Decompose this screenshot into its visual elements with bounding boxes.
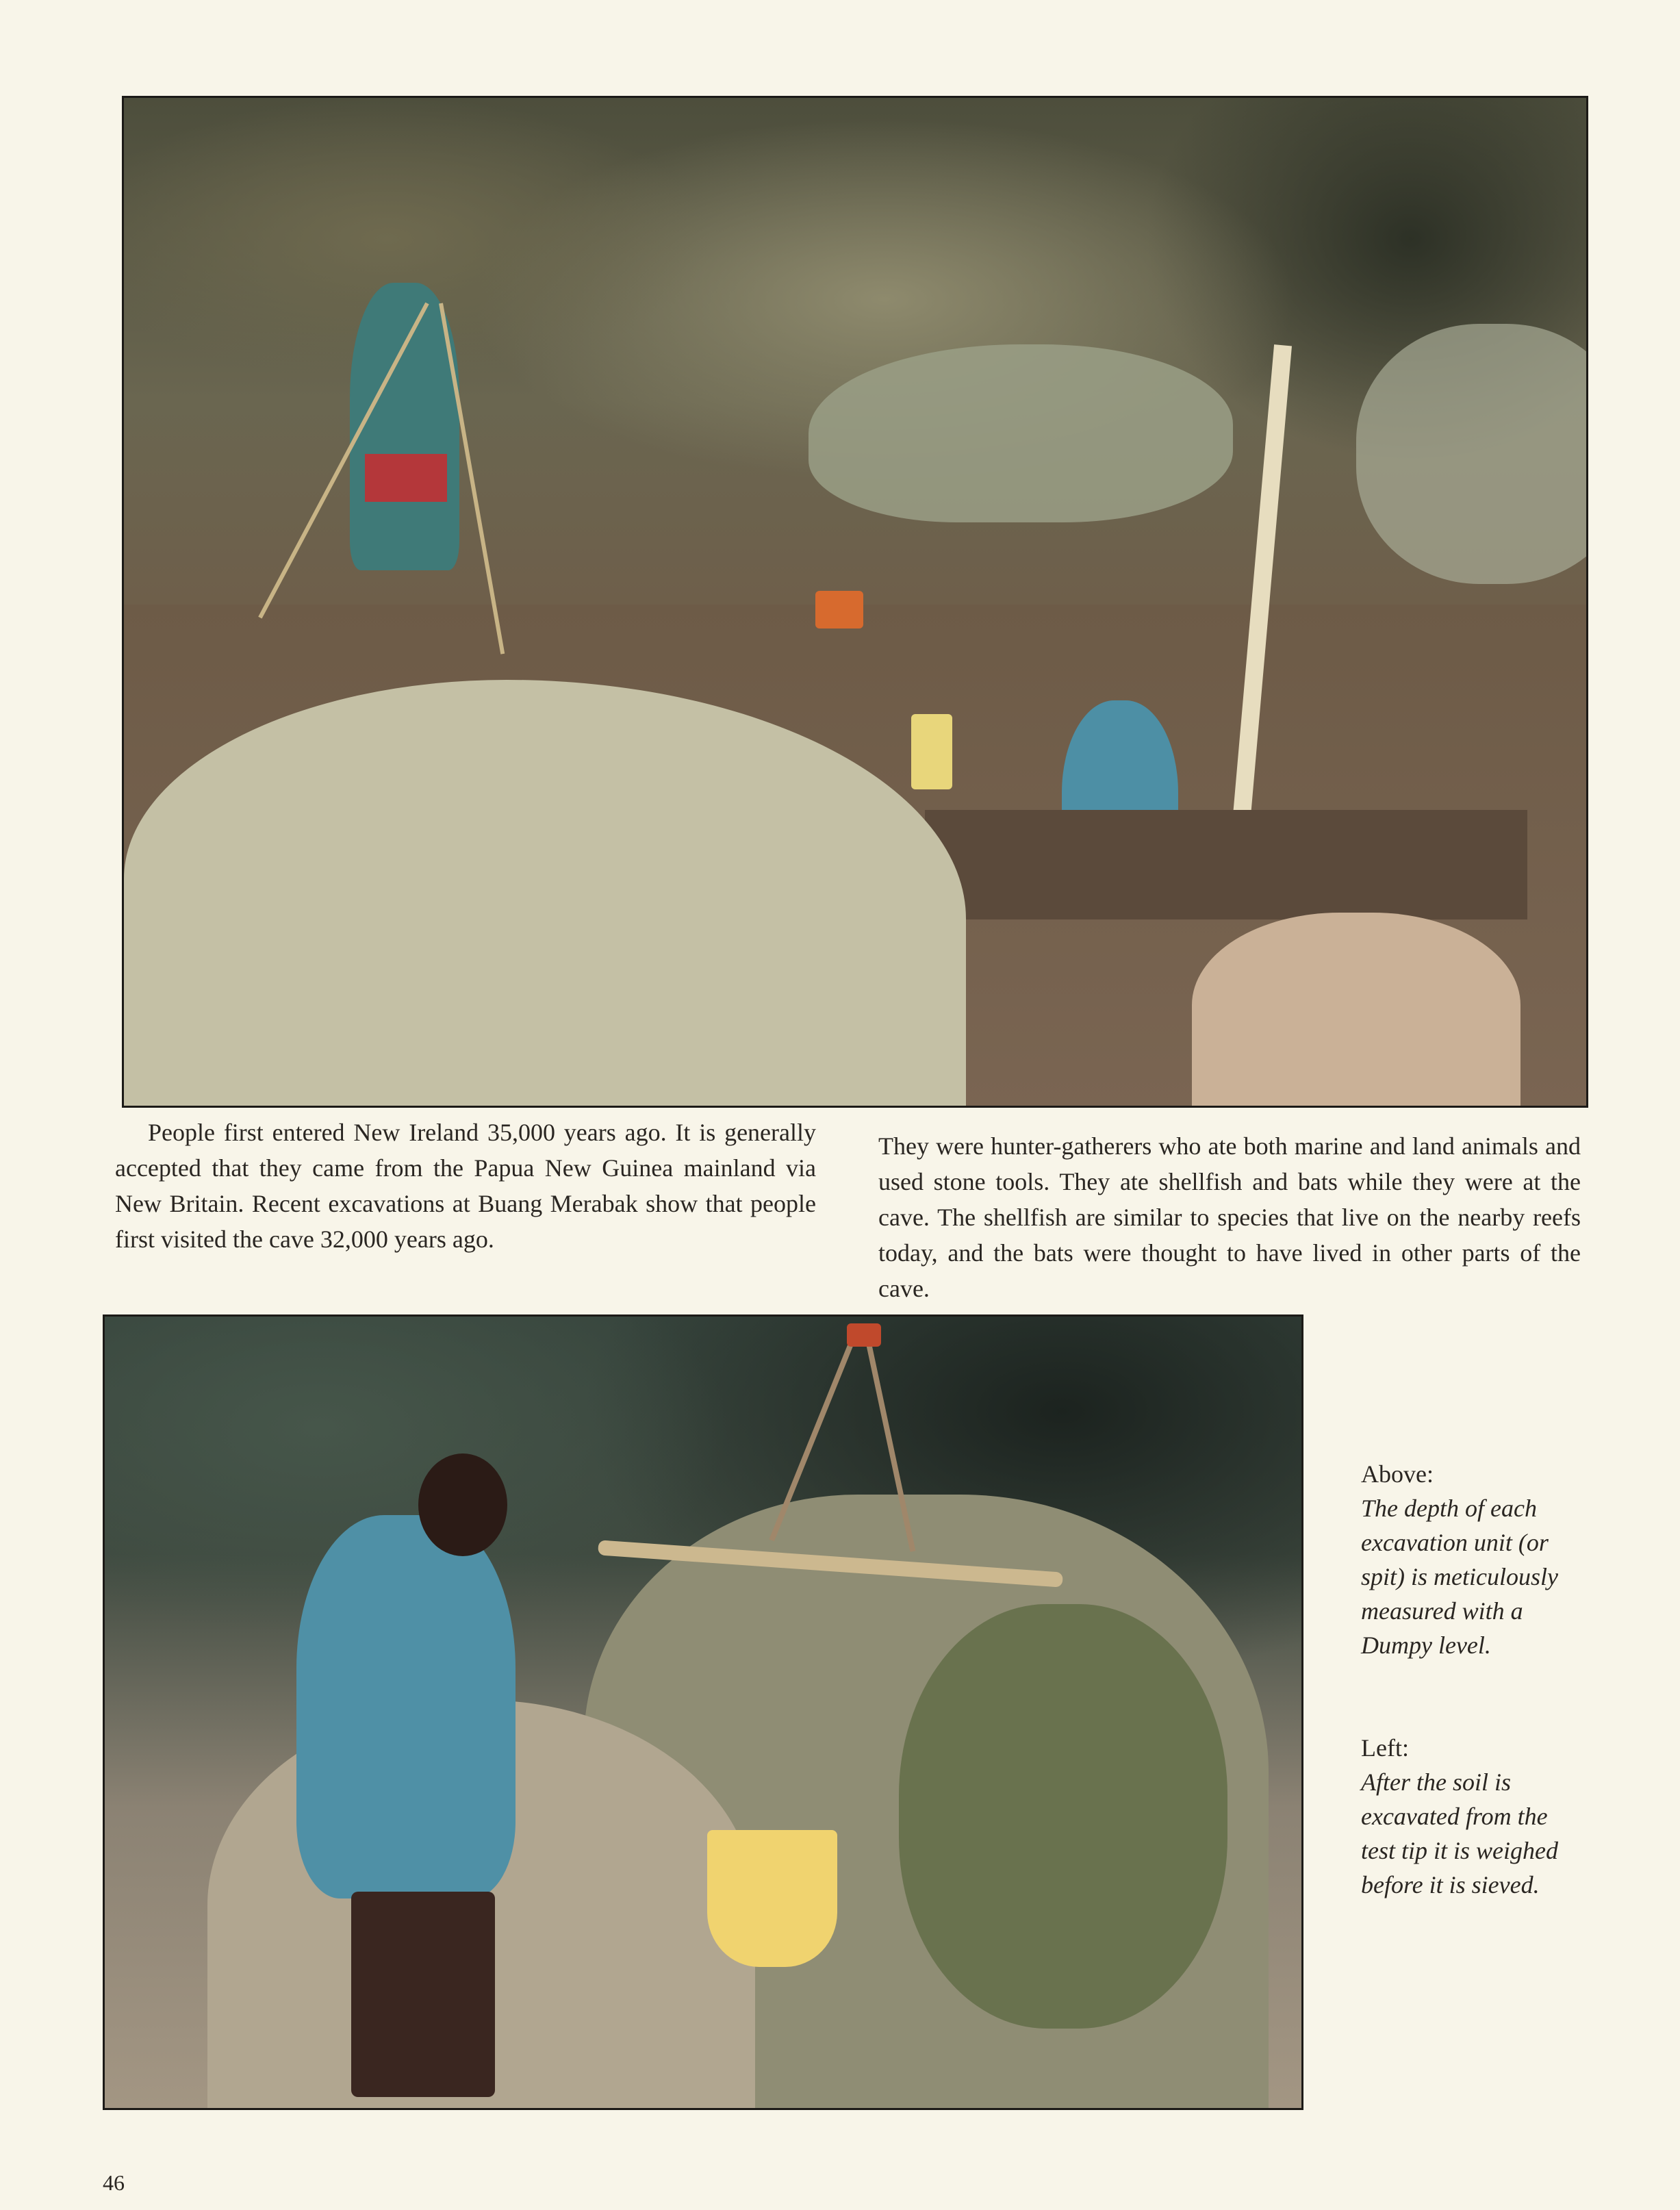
body-text-right-column: They were hunter-gatherers who ate both marine and land animals and used stone tools. They ate shellfish and bats while they were at the cave. The shellfish are similar to species that live on the nearby reefs today, and the bats were thought to have lived in other parts of the cave.	[878, 1132, 1581, 1302]
boulder-foreground-right	[1192, 913, 1520, 1108]
body-text-left-column: People first entered New Ireland 35,000 years ago. It is generally accepted that they came from the Papua New Guinea mainland via New Britain. Recent excavations at Buang Merabak show that people first visited the cave 32,000 years ago.	[115, 1119, 816, 1253]
bucket-on-scale	[707, 1830, 837, 1967]
caption-above-text: The depth of each excavation unit (or spit) is meticulously measured with a Dumpy level.	[1361, 1495, 1558, 1659]
rock-outcrop-right	[809, 344, 1233, 522]
yellow-bucket	[911, 714, 952, 789]
surveyor-shorts	[365, 454, 447, 502]
dumpy-level	[847, 1323, 881, 1347]
worker-head	[418, 1453, 507, 1556]
worker-figure	[296, 1515, 516, 1898]
rock-outcrop-far-right	[1356, 324, 1588, 584]
photo-weighing-soil	[103, 1314, 1303, 2110]
caption-left-label: Left:	[1361, 1734, 1409, 1762]
orange-container	[815, 591, 863, 628]
algae-patch	[899, 1604, 1227, 2029]
caption-above-label: Above:	[1361, 1460, 1434, 1488]
caption-left-text: After the soil is excavated from the test tip it is weighed before it is sieved.	[1361, 1768, 1558, 1898]
worker-legs	[351, 1892, 495, 2097]
page-number: 46	[103, 2170, 125, 2195]
photo-cave-survey	[122, 96, 1588, 1108]
excavation-pit	[925, 810, 1527, 919]
